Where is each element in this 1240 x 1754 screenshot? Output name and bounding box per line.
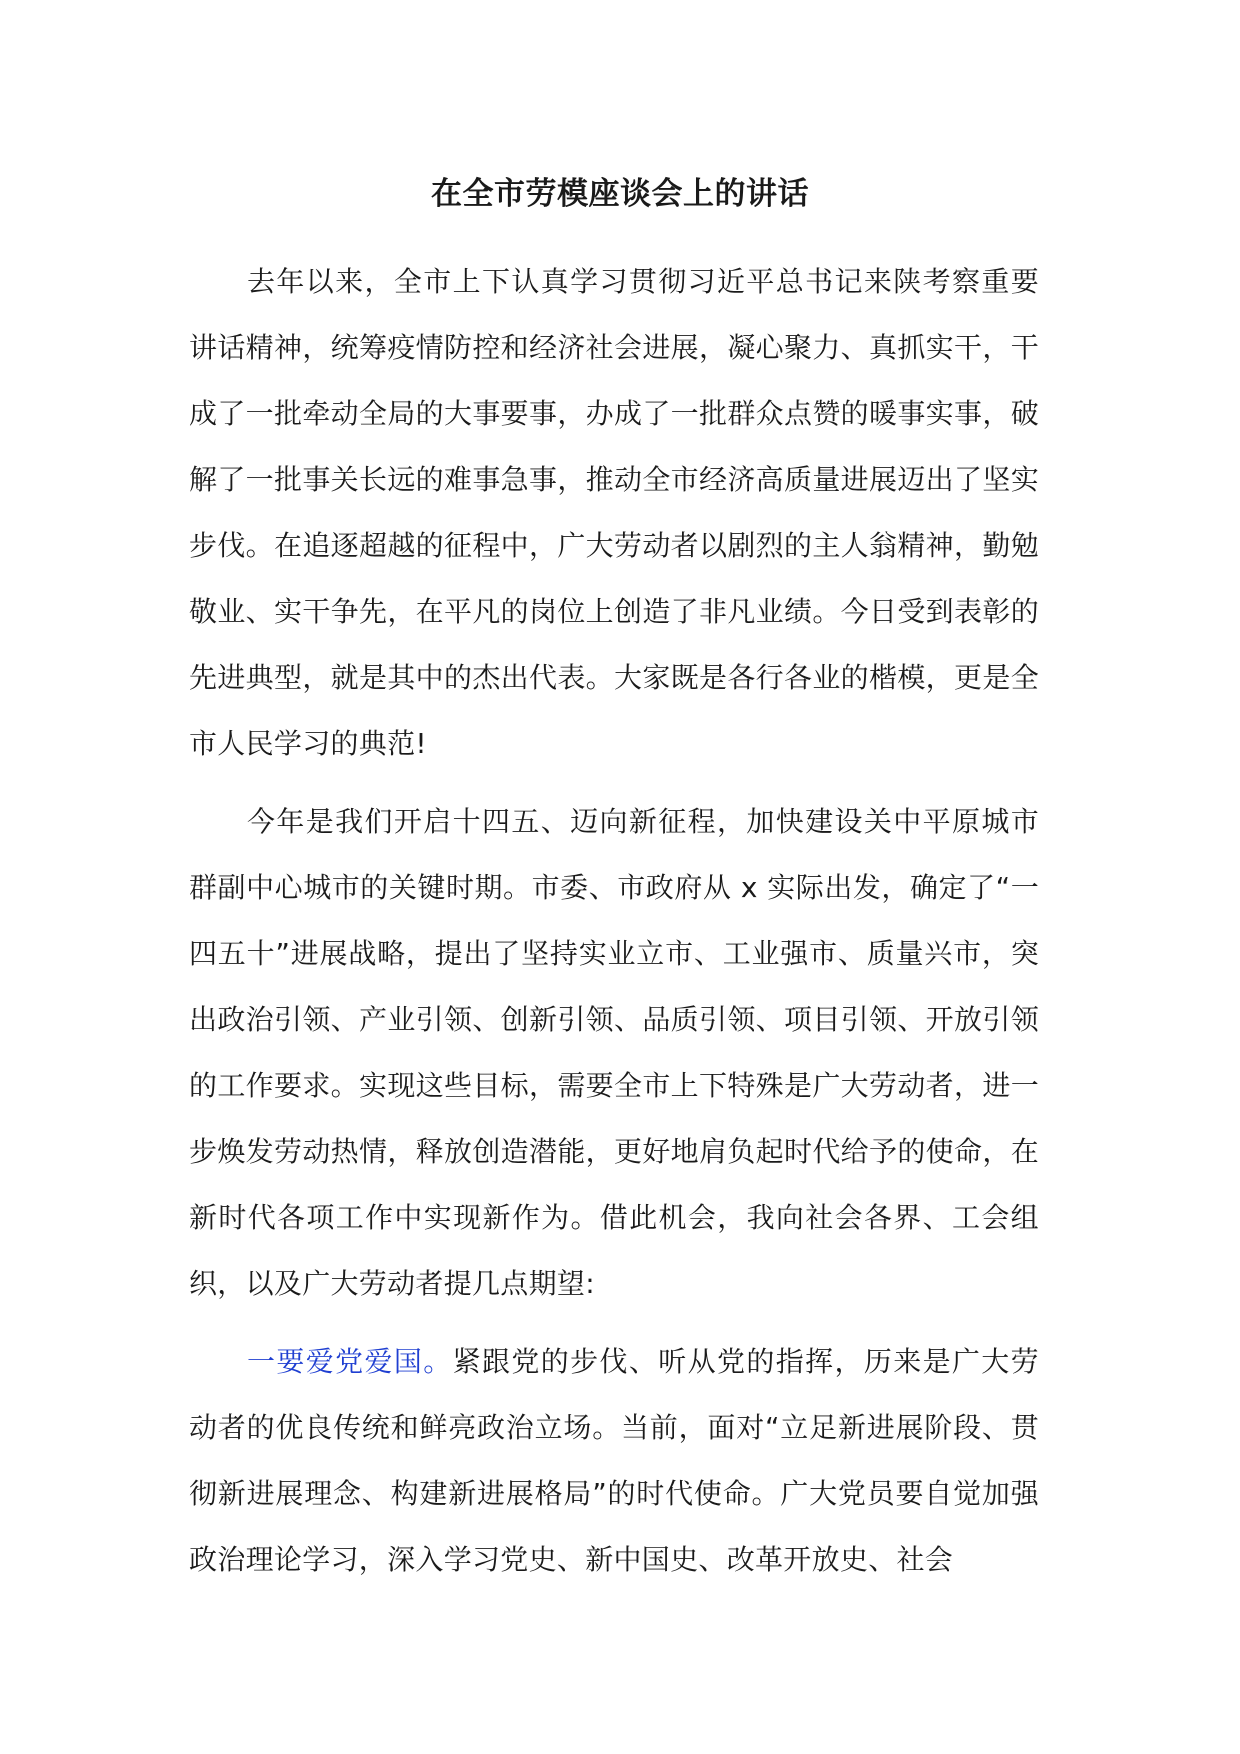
paragraph-3-heading: 一要爱党爱国。 [247,1345,453,1378]
document-body [189,249,1039,1605]
document-title: 在全市劳模座谈会上的讲话 [431,176,809,212]
paragraph-3-text: 紧跟党的步伐、听从党的指挥，历来是广大劳动者的优良传统和鲜亮政治立场。当前，面对“立足新进展阶段、贯彻新进展理念、构建新进展格局”的时代使命。广大党员要自觉加强政治理论学习，深入学习党史、新中国史、改革开放史、社会 [189,1345,1039,1576]
paragraph-1: 去年以来，全市上下认真学习贯彻习近平总书记来陕考察重要讲话精神，统筹疫情防控和经济社会进展，凝心聚力、真抓实干，干成了一批牵动全局的大事要事，办成了一批群众点赞的暖事实事，破解了一批事关长远的难事急事，推动全市经济高质量进展迈出了坚实步伐。在追逐超越的征程中，广大劳动者以剧烈的主人翁精神，勤勉敬业、实干争先，在平凡的岗位上创造了非凡业绩。今日受到表彰的先进典型，就是其中的杰出代表。大家既是各行各业的楷模，更是全市人民学习的典范! [189,265,1039,760]
paragraph-3 [189,1329,1039,1593]
paragraph-2: 今年是我们开启十四五、迈向新征程，加快建设关中平原城市群副中心城市的关键时期。市委、市政府从 x 实际出发，确定了“一四五十”进展战略，提出了坚持实业立市、工业强市、质量兴市，突出政治引领、产业引领、创新引领、品质引领、项目引领、开放引领的工作要求。实现这些目标，需要全市上下特殊是广大劳动者，进一步焕发劳动热情，释放创造潜能，更好地肩负起时代给予的使命，在新时代各项工作中实现新作为。借此机会，我向社会各界、工会组织，以及广大劳动者提几点期望: [189,805,1039,1300]
